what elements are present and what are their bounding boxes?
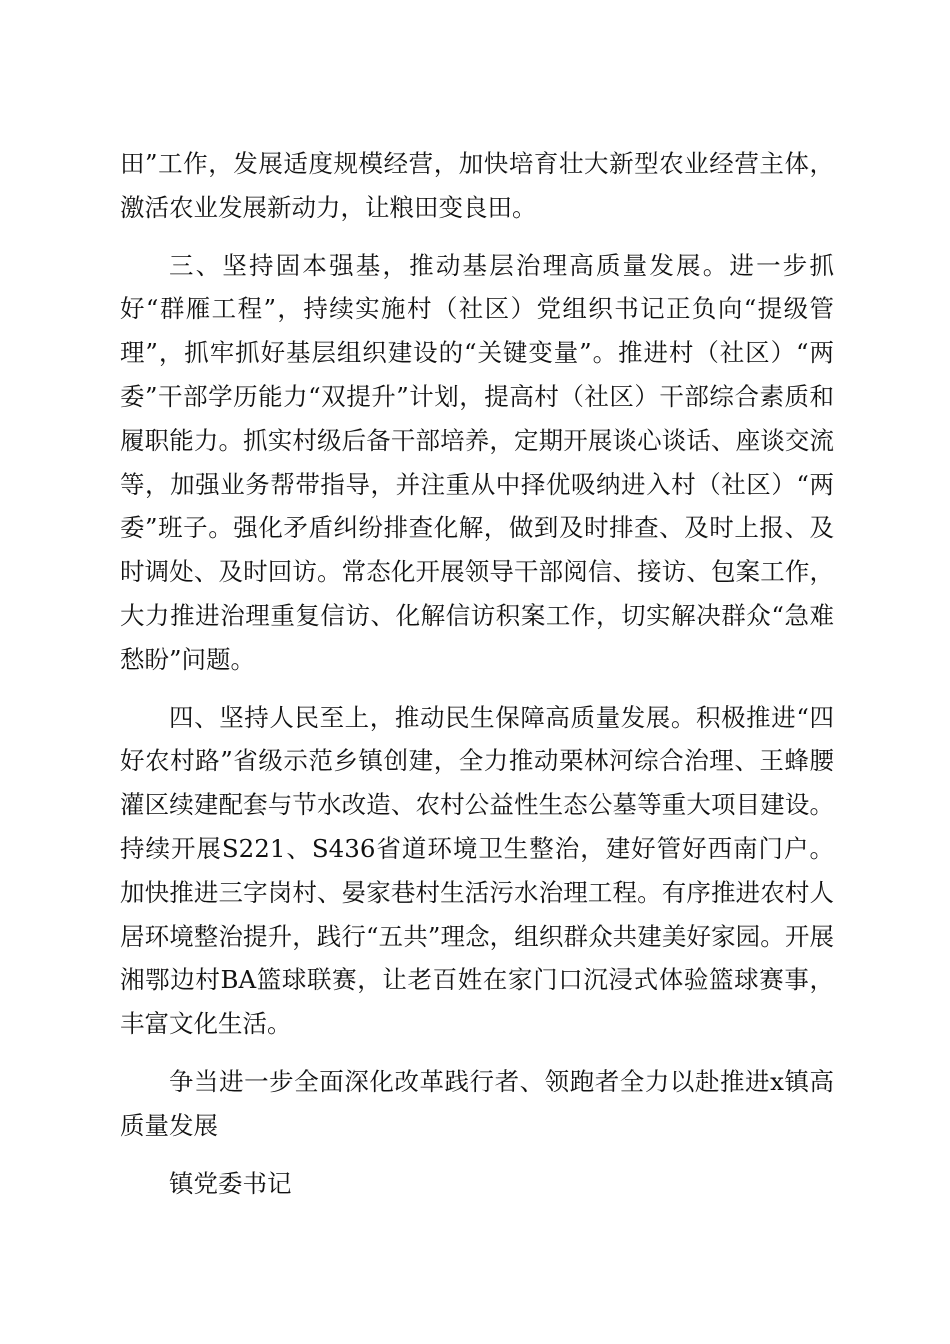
paragraph-grassroots-governance: 三、坚持固本强基，推动基层治理高质量发展。进一步抓好“群雁工程”，持续实施村（社区）党组织书记正负向“提级管理”，抓牢抓好基层组织建设的“关键变量”。推进村（社区）“两委”干部学历能力“双提升”计划，提高村（社区）干部综合素质和履职能力。抓实村级后备干部培养，定期开展谈心谈话、座谈交流等，加强业务帮带指导，并注重从中择优吸纳进入村（社区）“两委”班子。强化矛盾纠纷排查化解，做到及时排查、及时上报、及时调处、及时回访。常态化开展领导干部阅信、接访、包案工作，大力推进治理重复信访、化解信访积案工作，切实解决群众“急难愁盼”问题。 [120,250,834,674]
article-title: 争当进一步全面深化改革践行者、领跑者全力以赴推进x镇高质量发展 [120,1066,834,1140]
paragraph-spacer [120,1046,834,1060]
author-title: 镇党委书记 [169,1168,292,1198]
paragraph-livelihood: 四、坚持人民至上，推动民生保障高质量发展。积极推进“四好农村路”省级示范乡镇创建，全力推动栗林河综合治理、王蜂腰灌区续建配套与节水改造、农村公益性生态公墓等重大项目建设。持续开展S221、S436省道环境卫生整治，建好管好西南门户。加快推进三字岗村、晏家巷村生活污水治理工程。有序推进农村人居环境整治提升，践行“五共”理念，组织群众共建美好家园。开展湘鄂边村BA篮球联赛，让老百姓在家门口沉浸式体验篮球赛事，丰富文化生活。 [120,702,834,1039]
paragraph-spacer [120,1148,834,1162]
paragraph-continuation: 田”工作，发展适度规模经营，加快培育壮大新型农业经营主体，激活农业发展新动力，让粮田变良田。 [120,149,834,222]
document-body [120,142,834,1205]
paragraph-spacer [120,682,834,696]
paragraph-spacer [120,230,834,244]
